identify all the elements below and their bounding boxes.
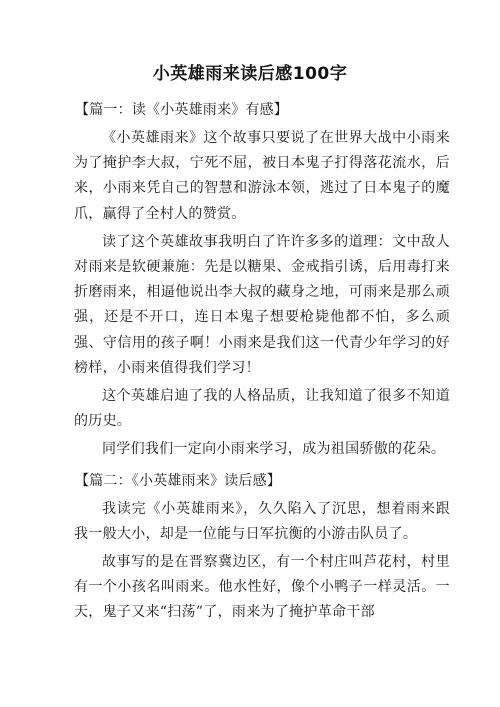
document-title: 小英雄雨来读后感100字: [152, 64, 348, 84]
section-one: [74, 95, 450, 463]
paragraph: 这个英雄启迪了我的人格品质，让我知道了很多不知道的历史。: [74, 388, 450, 430]
document-body: [74, 95, 450, 626]
section-two: [74, 466, 450, 626]
paragraph: 《小英雄雨来》这个故事只要说了在世界大战中小雨来为了掩护李大叔，宁死不屈，被日本鬼子打得落花流水，后来，小雨来凭自己的智慧和游泳本领，逃过了日本鬼子的魔爪，赢得了全村人的赞赏。: [74, 130, 450, 222]
paragraph: 读了这个英雄故事我明白了许许多多的道理：文中敌人对雨来是软硬兼施：先是以糖果、金戒指引诱，后用毒打来折磨雨来，相逼他说出李大叔的藏身之地，可雨来是那么顽强，还是不开口，连日本鬼子想要枪毙他都不怕，多么顽强、守信用的孩子啊！小雨来是我们这一代青少年学习的好榜样，小雨来值得我们学习！: [74, 233, 450, 376]
paragraph: 故事写的是在晋察冀边区，有一个村庄叫芦花村，村里有一个小孩名叫雨来。他水性好，像个小鸭子一样灵活。一天，鬼子又来“扫荡”了，雨来为了掩护革命干部: [74, 554, 450, 621]
paragraph: 我读完《小英雄雨来》，久久陷入了沉思，想着雨来跟我一般大小，却是一位能与日军抗衡的小游击队员了。: [74, 500, 450, 542]
section-heading: 【篇一：读《小英雄雨来》有感】: [75, 102, 288, 118]
section-heading: 【篇二：《小英雄雨来》读后感】: [75, 472, 281, 489]
paragraph: 同学们我们一定向小雨来学习，成为祖国骄傲的花朵。: [102, 441, 446, 458]
